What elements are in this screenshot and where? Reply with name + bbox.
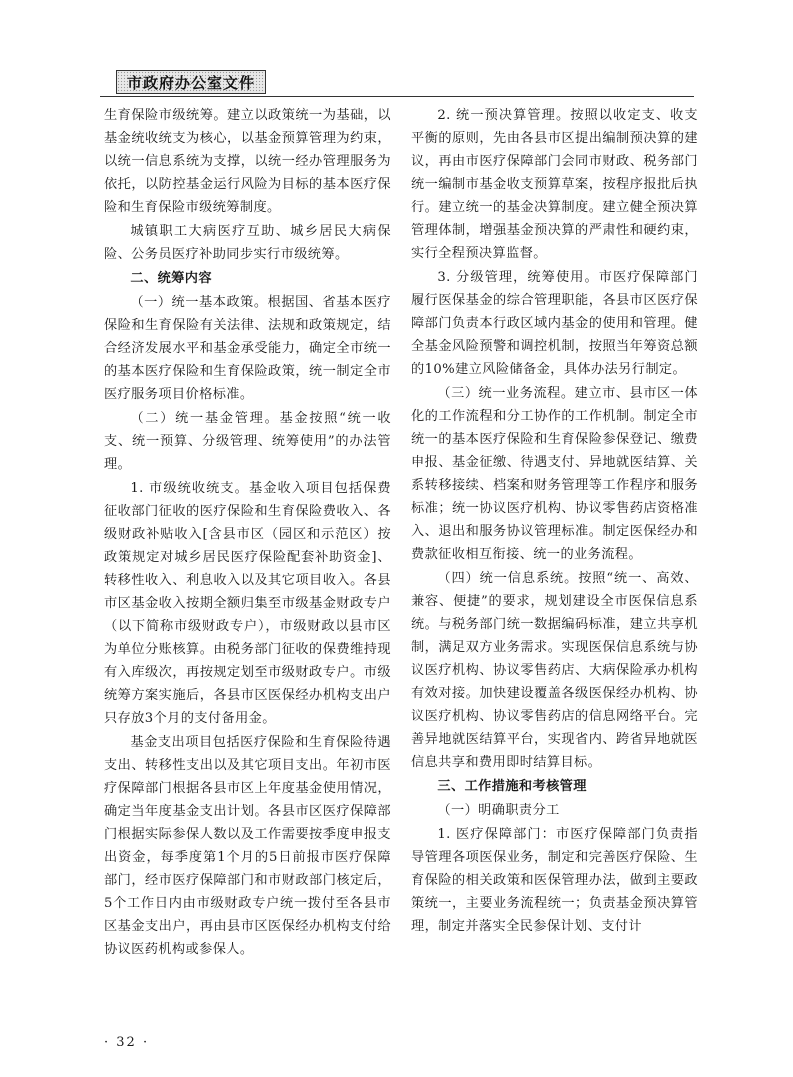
paragraph: （四）统一信息系统。按照“统一、高效、兼容、便捷”的要求，规划建设全市医保信息系统。与税务部门统一数据编码标准，建立共享机制，满足双方业务需求。实现医保信息系统与协议医疗机构、协议零售药店、大病保险承办机构有效对接。加快建设覆盖各级医保经办机构、协议医疗机构、协议零售药店的信息网络平台。完善异地就医结算平台，实现省内、跨省异地就医信息共享和费用即时结算目标。: [411, 571, 698, 770]
section-heading: 二、统筹内容: [130, 271, 212, 286]
document-header-title: 市政府办公室文件: [126, 73, 255, 92]
paragraph: 生育保险市级统筹。建立以政策统一为基础，以基金统收统支为核心，以基金预算管理为约束，以统一信息系统为支撑，以统一经办管理服务为依托，以防控基金运行风险为目标的基本医疗保险和生育保险市级统筹制度。: [104, 108, 391, 215]
section-heading: 三、工作措施和考核管理: [437, 779, 587, 794]
header-rule: [100, 96, 694, 97]
page-number: · 32 ·: [104, 1035, 150, 1050]
paragraph: 1. 医疗保障部门：市医疗保障部门负责指导管理各项医保业务，制定和完善医疗保险、生育保险的相关政策和医保管理办法，做到主要政策统一，主要业务流程统一；负责基金预决算管理，制定并落实全民参保计划、支付计: [411, 827, 698, 934]
paragraph: （二）统一基金管理。基金按照“统一收支、统一预算、分级管理、统筹使用”的办法管理。: [104, 411, 391, 472]
paragraph: 基金支出项目包括医疗保险和生育保险待遇支出、转移性支出以及其它项目支出。年初市医疗保障部门根据各县市区上年度基金使用情况，确定当年度基金支出计划。各县市区医疗保障部门根据实际参保人数以及工作需要按季度申报支出资金，每季度第1个月的5日前报市医疗保障部门，经市医疗保障部门和市财政部门核定后，5个工作日内由市级财政专户统一拨付至各县市区基金支出户，再由县市区医保经办机构支付给协议医药机构或参保人。: [104, 735, 391, 957]
paragraph: 1. 市级统收统支。基金收入项目包括保费征收部门征收的医疗保险和生育保险费收入、各级财政补贴收入[含县市区（园区和示范区）按政策规定对城乡居民医疗保险配套补助资金]、转移性收入、利息收入以及其它项目收入。各县市区基金收入按期全额归集至市级基金财政专户（以下简称市级财政专户），市级财政以县市区为单位分账核算。由税务部门征收的保费维持现有入库级次，再按规定划至市级财政专户。市级统筹方案实施后，各县市区医保经办机构支出户只存放3个月的支付备用金。: [104, 481, 391, 726]
document-header-box: [116, 70, 266, 94]
paragraph: 城镇职工大病医疗互助、城乡居民大病保险、公务员医疗补助同步实行市级统筹。: [104, 224, 391, 262]
paragraph: （一）明确职责分工: [437, 803, 560, 818]
left-column: [104, 104, 391, 962]
paragraph: （三）统一业务流程。建立市、县市区一体化的工作流程和分工协作的工作机制。制定全市统一的基本医疗保险和生育保险参保登记、缴费申报、基金征缴、待遇支付、异地就医结算、关系转移接续、档案和财务管理等工作程序和服务标准；统一协议医疗机构、协议零售药店资格准入、退出和服务协议管理标准。制定医保经办和费款征收相互衔接、统一的业务流程。: [411, 386, 698, 562]
paragraph: 2. 统一预决算管理。按照以收定支、收支平衡的原则，先由各县市区提出编制预决算的建议，再由市医疗保障部门会同市财政、税务部门统一编制市基金收支预算草案，按程序报批后执行。建立统一的基金决算制度。建立健全预决算管理体制，增强基金预决算的严肃性和硬约束，实行全程预决算监督。: [411, 108, 698, 261]
paragraph: （一）统一基本政策。根据国、省基本医疗保险和生育保险有关法律、法规和政策规定，结合经济发展水平和基金承受能力，确定全市统一的基本医疗保险和生育保险政策，统一制定全市医疗服务项目价格标准。: [104, 295, 391, 402]
paragraph: 3. 分级管理，统筹使用。市医疗保障部门履行医保基金的综合管理职能，各县市区医疗保障部门负责本行政区域内基金的使用和管理。健全基金风险预警和调控机制，按照当年筹资总额的10%建立风险储备金，具体办法另行制定。: [411, 270, 698, 377]
right-column: [411, 104, 698, 939]
